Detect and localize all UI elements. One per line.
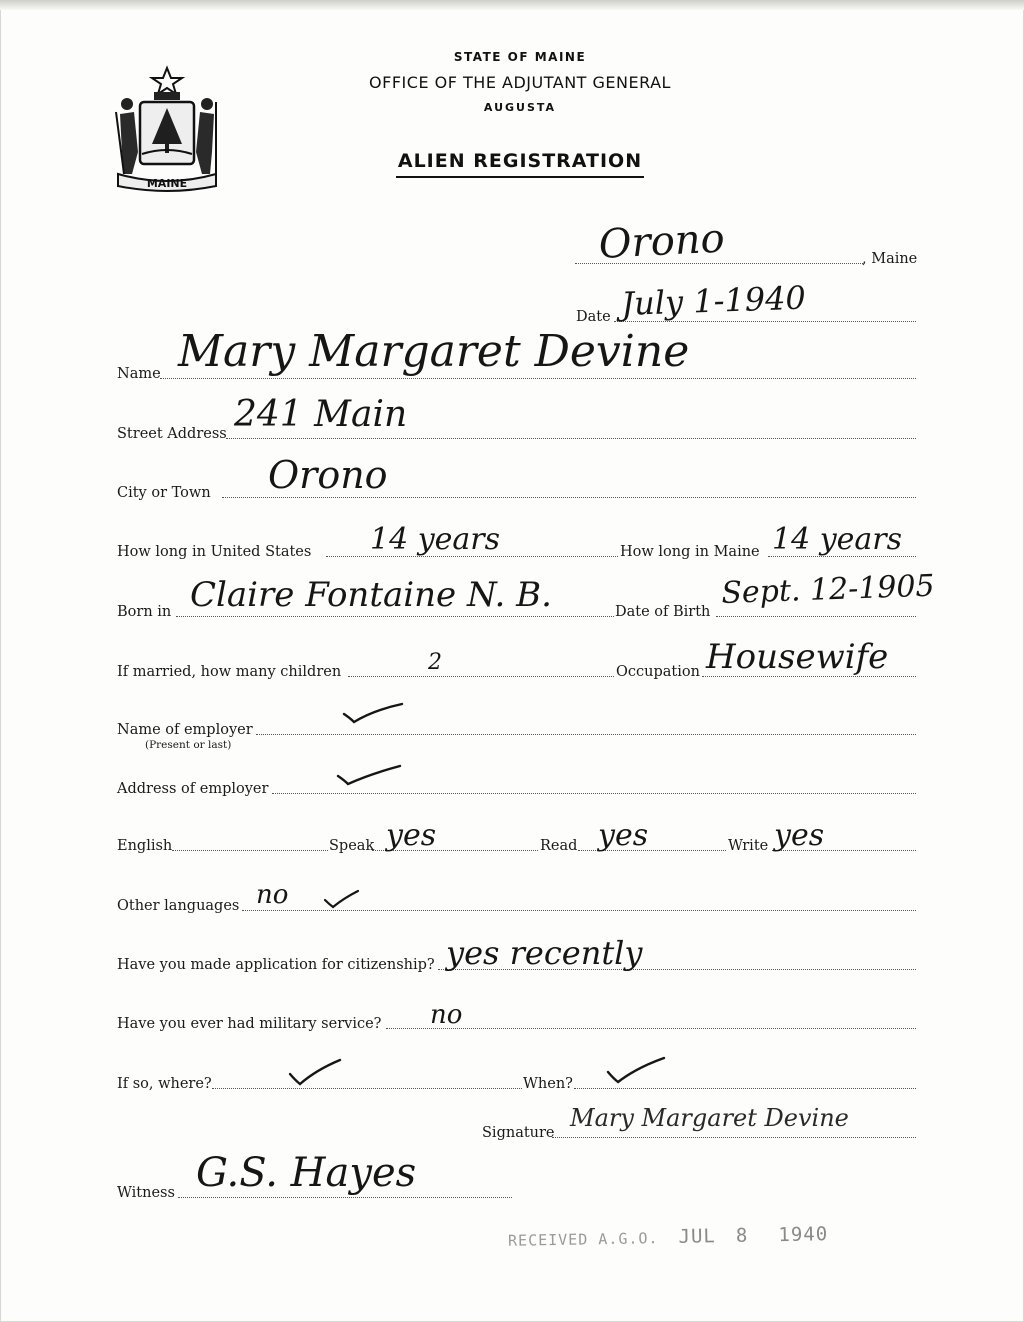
occupation-label: Occupation [616, 664, 700, 680]
when-label: When? [523, 1076, 573, 1092]
svg-text:MAINE: MAINE [146, 177, 188, 190]
born-in-value: Claire Fontaine N. B. [190, 575, 552, 615]
employer-note: (Present or last) [145, 739, 232, 751]
date-of-birth-line [716, 616, 916, 617]
write-label: Write [728, 838, 769, 854]
name-value: Mary Margaret Devine [178, 326, 690, 377]
maine-label: , Maine [862, 251, 918, 267]
street-label: Street Address [117, 426, 227, 442]
english-label: English [117, 838, 173, 854]
name-label: Name [117, 366, 161, 382]
military-value: no [430, 1000, 463, 1030]
where-label: If so, where? [117, 1076, 212, 1092]
signature-line [552, 1137, 916, 1138]
children-line [348, 676, 614, 677]
read-value: yes [598, 818, 649, 853]
read-label: Read [540, 838, 578, 854]
occupation-value: Housewife [706, 637, 889, 677]
speak-label: Speak [329, 838, 375, 854]
citizenship-value: yes recently [446, 934, 643, 972]
how-long-maine-label: How long in Maine [620, 544, 760, 560]
street-value: 241 Main [234, 394, 408, 435]
check-mark-icon [334, 762, 408, 792]
check-mark-icon [286, 1056, 346, 1090]
citizenship-label: Have you made application for citizenship? [117, 957, 435, 973]
office-heading: OFFICE OF THE ADJUTANT GENERAL [369, 73, 671, 92]
state-seal-logo [112, 62, 222, 194]
state-heading: STATE OF MAINE [453, 50, 587, 64]
received-stamp: RECEIVED A.G.O. JUL 8 1940 [507, 1223, 829, 1250]
check-mark-icon [322, 888, 362, 912]
military-line [386, 1028, 916, 1029]
children-label: If married, how many children [117, 664, 342, 680]
employer-name-line [256, 734, 916, 735]
born-in-label: Born in [117, 604, 172, 620]
city-value: Orono [268, 453, 388, 497]
when-line [574, 1088, 916, 1089]
speak-value: yes [386, 818, 437, 853]
how-long-us-value: 14 years [370, 522, 501, 557]
scan-top-edge [0, 0, 1024, 10]
check-mark-icon [604, 1054, 670, 1088]
employer-address-line [272, 793, 916, 794]
city-label: City or Town [117, 485, 211, 501]
date-of-birth-label: Date of Birth [615, 604, 711, 620]
children-value: 2 [428, 650, 442, 675]
date-value: July 1-1940 [620, 278, 807, 323]
witness-signature: G.S. Hayes [196, 1150, 417, 1196]
signature-value: Mary Margaret Devine [570, 1104, 849, 1132]
form-title: ALIEN REGISTRATION [330, 150, 710, 172]
witness-label: Witness [117, 1185, 175, 1201]
street-line [226, 438, 916, 439]
how-long-maine-value: 14 years [772, 522, 903, 557]
born-in-line [176, 616, 614, 617]
employer-address-label: Address of employer [117, 781, 269, 797]
other-languages-value: no [256, 880, 289, 910]
how-long-us-label: How long in United States [117, 544, 312, 560]
where-line [212, 1088, 522, 1089]
employer-name-label: Name of employer [117, 722, 253, 738]
check-mark-icon [340, 700, 410, 730]
city-heading: AUGUSTA [483, 101, 557, 114]
town-value: Orono [597, 215, 726, 268]
date-label: Date [576, 309, 611, 325]
name-line [160, 378, 916, 379]
english-line [172, 850, 328, 851]
other-languages-label: Other languages [117, 898, 240, 914]
military-label: Have you ever had military service? [117, 1016, 382, 1032]
date-of-birth-value: Sept. 12-1905 [720, 568, 936, 611]
signature-label: Signature [482, 1125, 555, 1141]
write-value: yes [774, 818, 825, 853]
witness-line [178, 1197, 512, 1198]
city-line [222, 497, 916, 498]
